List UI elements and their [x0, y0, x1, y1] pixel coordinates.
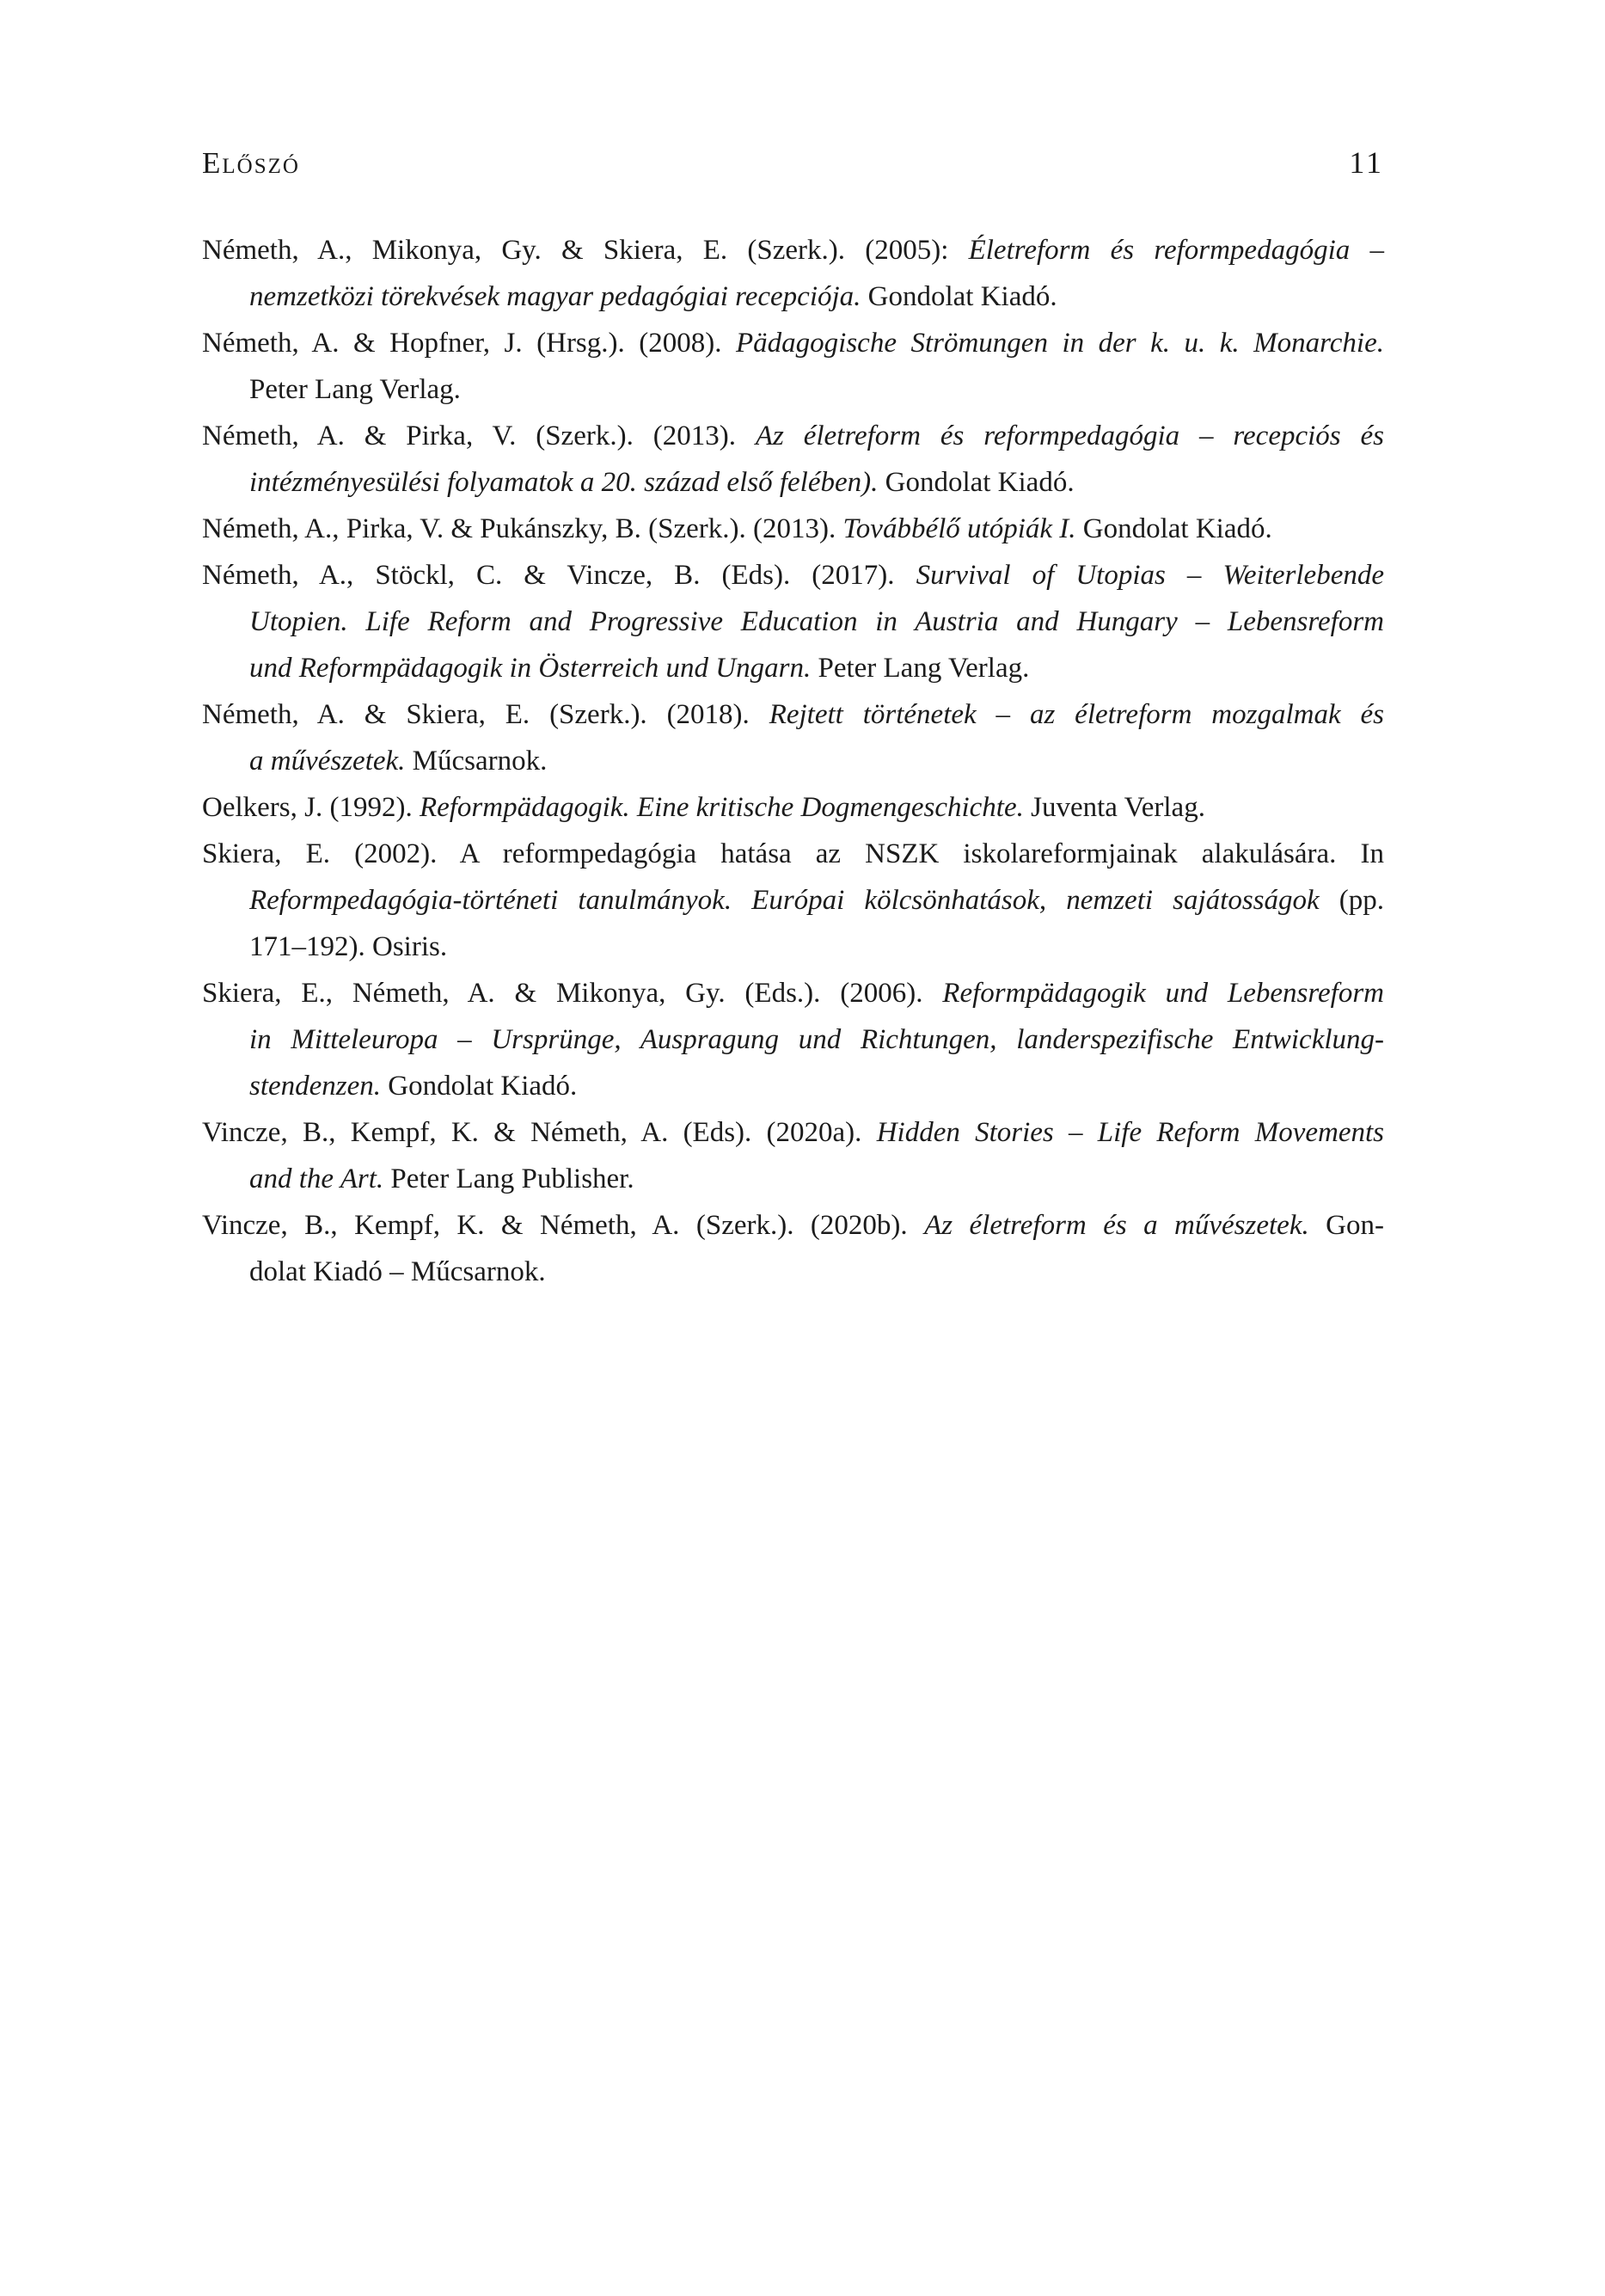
reference-title-segment: Pädagogische Strömungen in der k. u. k. Monarchie. — [736, 328, 1384, 359]
reference-text-segment: Gondolat Kiadó. — [381, 1071, 578, 1102]
reference-text-segment: Németh, A., Stöckl, C. & Vincze, B. (Eds). (2017). — [202, 560, 916, 591]
reference-entry — [202, 506, 1384, 552]
page-title: Előszó — [202, 146, 300, 180]
reference-line — [202, 459, 1384, 506]
reference-entry — [202, 413, 1384, 506]
reference-text-segment: Németh, A. & Skiera, E. (Szerk.). (2018). — [202, 699, 769, 730]
reference-list — [202, 227, 1384, 1295]
reference-text-segment: Vincze, B., Kempf, K. & Németh, A. (Szerk.). (2020b). — [202, 1210, 925, 1241]
reference-title-segment: intézményesülési folyamatok a 20. század első felében). — [249, 467, 879, 498]
reference-text-segment: Gondolat Kiadó. — [861, 281, 1057, 312]
reference-text-segment: Oelkers, J. (1992). — [202, 792, 420, 823]
reference-line — [202, 784, 1384, 831]
reference-text-segment: Németh, A. & Hopfner, J. (Hrsg.). (2008). — [202, 328, 736, 359]
reference-title-segment: Továbbélő utópiák I. — [842, 513, 1076, 544]
page-number: 11 — [1349, 145, 1384, 180]
reference-title-segment: in Mitteleuropa – Ursprünge, Auspragung und Richtungen, landerspezifische Entwicklung- — [249, 1024, 1384, 1055]
reference-line — [202, 1202, 1384, 1249]
reference-text-segment: Németh, A. & Pirka, V. (Szerk.). (2013). — [202, 421, 756, 451]
reference-title-segment: Életreform és reformpedagógia – — [968, 235, 1384, 266]
reference-text-segment: Peter Lang Publisher. — [383, 1163, 634, 1194]
reference-entry — [202, 831, 1384, 970]
reference-text-segment: 171–192). Osiris. — [249, 931, 448, 962]
reference-text-segment: Vincze, B., Kempf, K. & Németh, A. (Eds). (2020a). — [202, 1117, 877, 1148]
reference-line — [202, 552, 1384, 599]
running-head — [202, 144, 1384, 181]
reference-line — [202, 1249, 1384, 1295]
reference-line — [202, 970, 1384, 1016]
reference-title-segment: a művészetek. — [249, 746, 406, 777]
reference-line — [202, 227, 1384, 273]
reference-line — [202, 599, 1384, 645]
reference-text-segment: Skiera, E. (2002). A reformpedagógia hatása az NSZK iskolareformjainak alakulására. In — [202, 838, 1384, 869]
reference-text-segment: Németh, A., Pirka, V. & Pukánszky, B. (Szerk.). (2013). — [202, 513, 843, 544]
reference-text-segment: dolat Kiadó – Műcsarnok. — [249, 1256, 546, 1287]
reference-text-segment: Németh, A., Mikonya, Gy. & Skiera, E. (Szerk.). (2005): — [202, 235, 969, 266]
reference-title-segment: Rejtett történetek – az életreform mozgalmak és — [769, 699, 1385, 730]
reference-entry — [202, 320, 1384, 413]
reference-line — [202, 413, 1384, 459]
reference-text-segment: Gondolat Kiadó. — [1075, 513, 1272, 544]
reference-text-segment: Gon- — [1308, 1210, 1384, 1241]
reference-title-segment: und Reformpädagogik in Österreich und Ungarn. — [249, 653, 812, 684]
reference-title-segment: Survival of Utopias – Weiterlebende — [916, 560, 1384, 591]
reference-line — [202, 691, 1384, 738]
reference-line — [202, 1016, 1384, 1063]
reference-line — [202, 877, 1384, 924]
reference-line — [202, 320, 1384, 366]
reference-entry — [202, 1202, 1384, 1295]
reference-entry — [202, 784, 1384, 831]
reference-line — [202, 366, 1384, 413]
reference-title-segment: Az életreform és reformpedagógia – recepciós és — [755, 421, 1384, 451]
reference-entry — [202, 970, 1384, 1109]
reference-text-segment: Juventa Verlag. — [1023, 792, 1205, 823]
reference-line — [202, 1156, 1384, 1202]
reference-text-segment: Skiera, E., Németh, A. & Mikonya, Gy. (Eds.). (2006). — [202, 978, 943, 1009]
reference-title-segment: Utopien. Life Reform and Progressive Education in Austria and Hungary – Lebensreform — [249, 606, 1384, 637]
reference-title-segment: Reformpädagogik. Eine kritische Dogmengeschichte. — [419, 792, 1024, 823]
reference-title-segment: Reformpedagógia-történeti tanulmányok. Európai kölcsönhatások, nemzeti sajátosságok — [249, 885, 1320, 916]
reference-line — [202, 1109, 1384, 1156]
reference-entry — [202, 1109, 1384, 1202]
reference-title-segment: Reformpädagogik und Lebensreform — [942, 978, 1384, 1009]
reference-text-segment: (pp. — [1319, 885, 1384, 916]
reference-line — [202, 924, 1384, 970]
reference-text-segment: Peter Lang Verlag. — [811, 653, 1030, 684]
reference-title-segment: stendenzen. — [249, 1071, 382, 1102]
reference-line — [202, 645, 1384, 691]
reference-line — [202, 273, 1384, 320]
reference-title-segment: nemzetközi törekvések magyar pedagógiai recepciója. — [249, 281, 861, 312]
reference-line — [202, 506, 1384, 552]
reference-line — [202, 831, 1384, 877]
reference-title-segment: and the Art. — [249, 1163, 384, 1194]
reference-text-segment: Műcsarnok. — [405, 746, 548, 777]
reference-line — [202, 738, 1384, 784]
reference-title-segment: Az életreform és a művészetek. — [924, 1210, 1309, 1241]
reference-entry — [202, 227, 1384, 320]
reference-entry — [202, 552, 1384, 691]
reference-text-segment: Gondolat Kiadó. — [878, 467, 1075, 498]
reference-line — [202, 1063, 1384, 1109]
reference-text-segment: Peter Lang Verlag. — [249, 374, 461, 405]
reference-entry — [202, 691, 1384, 784]
reference-title-segment: Hidden Stories – Life Reform Movements — [876, 1117, 1385, 1148]
